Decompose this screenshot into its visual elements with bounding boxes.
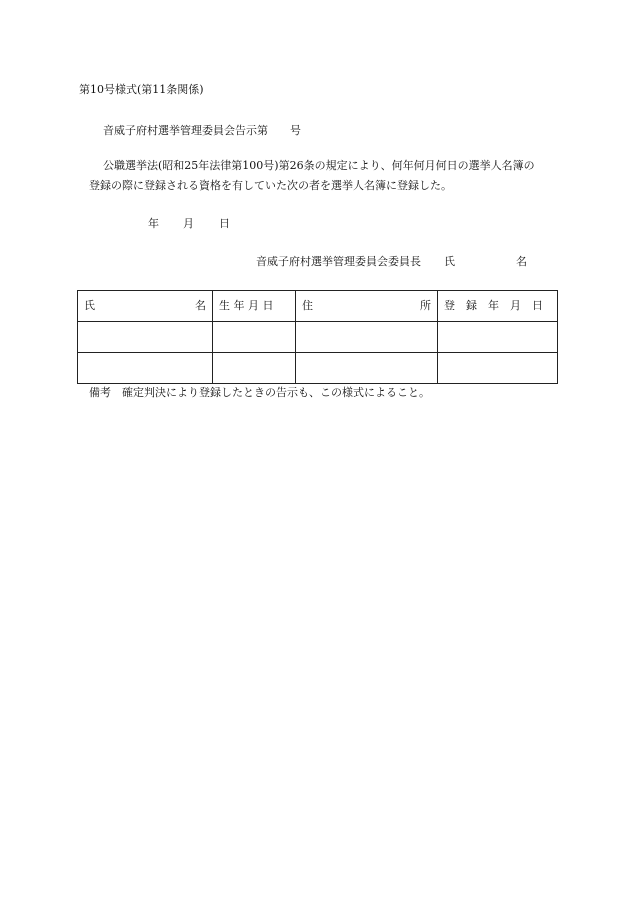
table-cell — [296, 322, 438, 353]
registration-table — [77, 290, 558, 384]
table-row — [78, 353, 558, 384]
table-cell — [213, 353, 296, 384]
table-cell — [438, 353, 558, 384]
date-month-label: 月 — [183, 217, 194, 230]
chairperson-title: 音威子府村選挙管理委員会委員長 — [256, 255, 421, 268]
remarks-note: 備考 確定判決により登録したときの告示も、この様式によること。 — [89, 386, 430, 399]
body-text-line-1: 公職選挙法(昭和25年法律第100号)第26条の規定により、何年何月何日の選挙人名簿の — [103, 159, 535, 172]
header-address-right: 所 — [420, 299, 431, 312]
header-name-left: 氏 — [84, 299, 95, 312]
chairperson-name-label-left: 氏 — [444, 255, 455, 268]
table-header-row — [78, 291, 558, 322]
notice-title: 音威子府村選挙管理委員会告示第 号 — [103, 124, 301, 137]
date-year-label: 年 — [148, 217, 159, 230]
header-birthdate: 生 年 月 日 — [213, 291, 296, 322]
header-name-right: 名 — [195, 299, 206, 312]
header-registration-date: 登 録 年 月 日 — [438, 291, 558, 322]
header-address — [296, 291, 438, 322]
date-day-label: 日 — [219, 217, 230, 230]
table-cell — [438, 322, 558, 353]
table-cell — [78, 322, 213, 353]
table-cell — [78, 353, 213, 384]
table-row — [78, 322, 558, 353]
table-cell — [213, 322, 296, 353]
table-cell — [296, 353, 438, 384]
body-text-line-2: 登録の際に登録される資格を有していた次の者を選挙人名簿に登録した。 — [89, 179, 452, 192]
chairperson-name-label-right: 名 — [516, 255, 527, 268]
header-address-left: 住 — [302, 299, 313, 312]
form-number: 第10号様式(第11条関係) — [79, 83, 204, 96]
header-name — [78, 291, 213, 322]
